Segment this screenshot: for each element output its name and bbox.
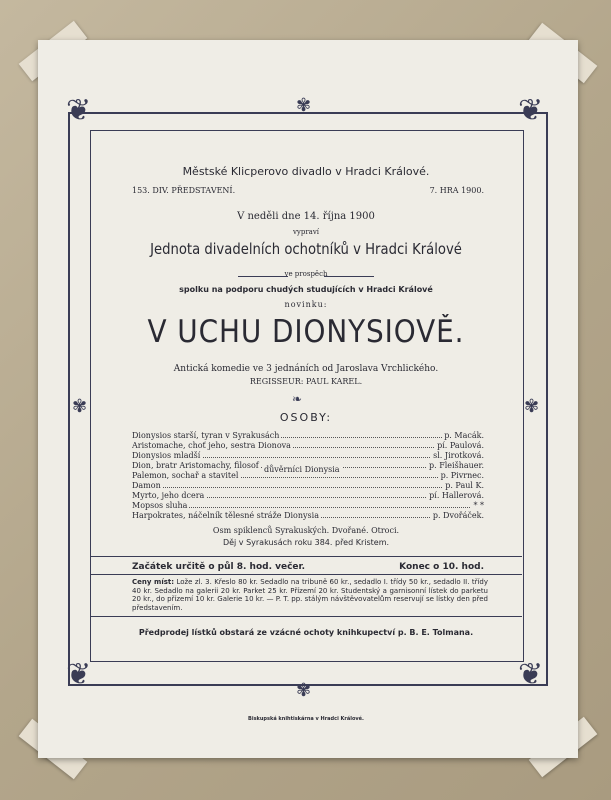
setting: Děj v Syrakusách roku 384. před Kristem. <box>222 538 390 547</box>
play-title: V UCHU DIONYSIOVĚ. <box>147 314 465 350</box>
cast-row: Aristomache, choť jeho, sestra Dionova pí. Paulová. <box>132 441 484 450</box>
start-time: Začátek určitě o půl 8. hod. večer. <box>132 562 306 572</box>
prices-label: Ceny míst: <box>132 578 175 586</box>
cast-row: Dionysios starší, tyran v Syrakusách p. Macák. <box>132 431 484 440</box>
cast-row: Damon p. Paul K. <box>132 481 484 490</box>
ornament-top-right-icon: ❦ <box>518 93 544 128</box>
ornament-top-center-icon: ✾ <box>296 95 312 116</box>
beneficiary: spolku na podporu chudých studujících v Hradci Králové <box>179 285 433 294</box>
extras: Osm spiklenců Syrakuských. Dvořané. Otroci. <box>212 526 400 535</box>
vypravi-label: vypraví <box>292 228 320 236</box>
cast-brace-label: důvěrníci Dionysia <box>264 465 340 474</box>
ornament-bottom-right-icon: ❦ <box>518 657 544 692</box>
cast-heading: OSOBY: <box>279 411 333 424</box>
ornament-top-left-icon: ❦ <box>66 93 92 128</box>
printer-credit: Biskupská knihtiskárna v Hradci Králové. <box>248 716 364 722</box>
ornament-left-center-icon: ✾ <box>72 396 88 417</box>
divider-line <box>90 556 522 557</box>
performance-number: 153. DIV. PŘEDSTAVENÍ. <box>132 186 236 195</box>
cast-row: Dion, bratr Aristomachy, filosof p. Fleišhauer. <box>132 461 484 470</box>
date-line: V neděli dne 14. října 1900 <box>237 211 375 222</box>
prices-text: Lože zl. 3. Křeslo 80 kr. Sedadlo na tribuně 60 kr., sedadlo I. třídy 50 kr., sedadlo II. třídy 40 kr. Sedadlo na galerii 20 kr. Parket 25 kr. Přízemí 20 kr. Studentský a garnisonní lístek do parketu 20 kr., do přízemí 10 kr. Galerie 10 kr. — P. T. pp. stálým návštěvovatelům reservují se lístky den před představením. <box>132 578 489 612</box>
ornament-right-center-icon: ✾ <box>524 396 540 417</box>
cast-row: Myrto, jeho dcera pí. Hallerová. <box>132 491 484 500</box>
divider-line <box>324 276 374 277</box>
ornament-divider-icon: ❧ <box>292 392 303 406</box>
ve-prospech-label: ve prospěch <box>284 270 328 278</box>
end-time: Konec o 10. hod. <box>399 562 484 572</box>
cast-row: Palemon, sochař a stavitel p. Pivrnec. <box>132 471 484 480</box>
cast-row: Dionysios mladší sl. Jirotková. <box>132 451 484 460</box>
company-name: Jednota divadelních ochotníků v Hradci Králové <box>150 240 462 258</box>
director: REGISSEUR: PAUL KAREL. <box>249 377 363 386</box>
play-subtitle: Antická komedie ve 3 jednáních od Jaroslava Vrchlického. <box>173 364 439 374</box>
ornament-bottom-center-icon: ✾ <box>296 680 312 701</box>
ornament-bottom-left-icon: ❦ <box>66 657 92 692</box>
theatre-name: Městské Klicperovo divadlo v Hradci Králové. <box>182 165 430 178</box>
novinku-label: novinku: <box>284 300 328 309</box>
divider-line <box>90 616 522 617</box>
cast-row: Mopsos sluha * * <box>132 501 484 510</box>
prices-block <box>132 578 488 612</box>
divider-line <box>90 574 522 575</box>
play-number: 7. HRA 1900. <box>429 186 484 195</box>
cast-row: Harpokrates, náčelník tělesné stráže Dionysia p. Dvořáček. <box>132 511 484 520</box>
presale-note: Předprodej lístků obstará ze vzácné ochoty knihkupectví p. B. E. Tolmana. <box>138 628 474 637</box>
